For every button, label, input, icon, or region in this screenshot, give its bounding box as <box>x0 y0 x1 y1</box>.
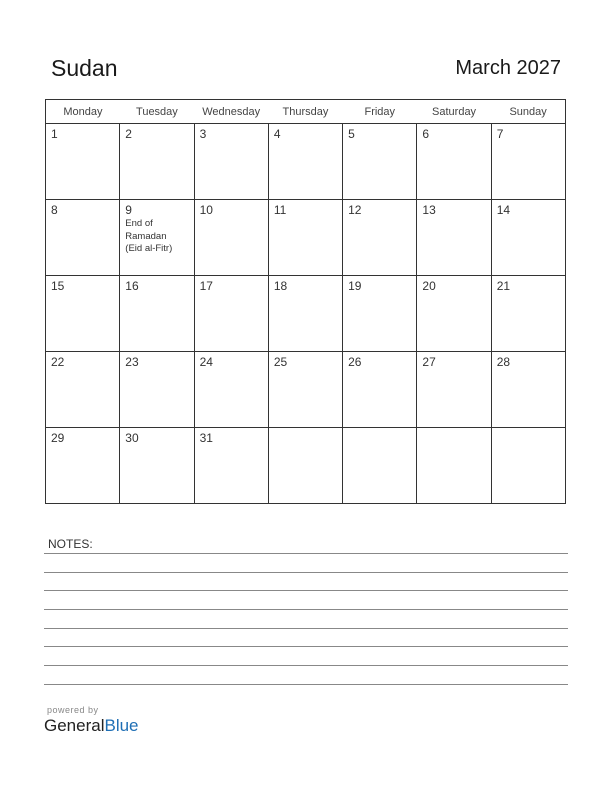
weekday-header: Sunday <box>491 100 565 124</box>
weekday-header: Saturday <box>417 100 491 124</box>
month-year-title: March 2027 <box>455 57 561 79</box>
day-number: 19 <box>348 279 362 293</box>
day-cell[interactable] <box>194 428 268 504</box>
day-number: 8 <box>51 203 58 217</box>
day-number: 10 <box>199 203 213 217</box>
day-cell[interactable] <box>194 124 268 200</box>
day-cell[interactable] <box>120 200 194 276</box>
day-cell[interactable] <box>417 276 491 352</box>
note-line <box>44 572 568 573</box>
day-number: 22 <box>51 355 65 369</box>
day-number: 11 <box>273 203 287 217</box>
day-number: 15 <box>51 279 65 293</box>
day-cell[interactable] <box>417 200 491 276</box>
day-number: 28 <box>496 355 511 369</box>
note-line <box>44 609 568 610</box>
day-cell[interactable] <box>268 276 342 352</box>
day-cell[interactable] <box>343 200 417 276</box>
brand-blue: Blue <box>104 716 139 735</box>
week-row <box>46 124 566 200</box>
day-number: 30 <box>125 431 139 445</box>
note-line <box>44 665 568 666</box>
weekday-header: Tuesday <box>120 100 194 124</box>
week-row <box>46 428 566 504</box>
day-number: 14 <box>496 203 511 217</box>
week-row <box>46 276 566 352</box>
day-number: 4 <box>273 127 281 141</box>
note-line <box>44 553 568 554</box>
day-cell[interactable] <box>120 428 194 504</box>
day-number: 2 <box>125 127 132 141</box>
day-number: 26 <box>348 355 362 369</box>
day-cell[interactable] <box>268 200 342 276</box>
holiday-event-line: Ramadan <box>125 230 167 242</box>
brand-logo[interactable] <box>44 716 139 736</box>
note-line <box>44 646 568 647</box>
day-cell[interactable] <box>343 276 417 352</box>
day-cell[interactable] <box>46 352 120 428</box>
weekday-header: Thursday <box>268 100 342 124</box>
note-line <box>44 590 568 591</box>
note-line <box>44 628 568 629</box>
day-cell[interactable] <box>417 352 491 428</box>
day-cell[interactable] <box>268 124 342 200</box>
week-row <box>46 200 566 276</box>
weekday-header-row <box>46 100 566 124</box>
day-cell[interactable] <box>491 352 565 428</box>
weekday-header: Friday <box>343 100 417 124</box>
day-number: 25 <box>273 355 288 369</box>
day-number: 29 <box>51 431 65 445</box>
day-cell[interactable] <box>46 200 120 276</box>
day-cell[interactable] <box>46 124 120 200</box>
day-cell[interactable] <box>194 200 268 276</box>
powered-by-text: powered by <box>47 705 99 715</box>
day-cell[interactable] <box>194 276 268 352</box>
day-number: 1 <box>51 127 58 141</box>
day-cell[interactable] <box>268 428 342 504</box>
day-cell[interactable] <box>343 352 417 428</box>
day-number: 6 <box>422 127 430 141</box>
day-number: 7 <box>496 127 504 141</box>
day-number: 18 <box>273 279 288 293</box>
day-number: 27 <box>422 355 436 369</box>
day-cell[interactable] <box>120 276 194 352</box>
day-cell[interactable] <box>491 428 565 504</box>
day-cell[interactable] <box>46 428 120 504</box>
day-cell[interactable] <box>491 200 565 276</box>
day-number: 13 <box>422 203 436 217</box>
brand-general: General <box>44 716 105 735</box>
weekday-header: Monday <box>46 100 120 124</box>
weekday-header: Wednesday <box>194 100 268 124</box>
day-cell[interactable] <box>120 124 194 200</box>
day-cell[interactable] <box>491 276 565 352</box>
day-number: 3 <box>199 127 207 141</box>
day-number: 5 <box>348 127 355 141</box>
day-cell[interactable] <box>343 428 417 504</box>
day-cell[interactable] <box>417 428 491 504</box>
day-number: 17 <box>199 279 213 293</box>
day-number: 20 <box>422 279 436 293</box>
day-number: 16 <box>125 279 139 293</box>
day-cell[interactable] <box>268 352 342 428</box>
note-line <box>44 684 568 685</box>
day-cell[interactable] <box>343 124 417 200</box>
day-number: 24 <box>199 355 213 369</box>
holiday-event-line: (Eid al-Fitr) <box>125 243 173 254</box>
day-number: 31 <box>199 431 213 445</box>
country-title: Sudan <box>51 55 118 81</box>
holiday-event-line: End of <box>125 218 153 229</box>
day-cell[interactable] <box>491 124 565 200</box>
day-cell[interactable] <box>120 352 194 428</box>
day-cell[interactable] <box>194 352 268 428</box>
week-row <box>46 352 566 428</box>
day-number: 23 <box>125 355 139 369</box>
day-number: 21 <box>496 279 511 293</box>
day-number: 9 <box>125 203 132 217</box>
day-cell[interactable] <box>417 124 491 200</box>
day-number: 12 <box>348 203 362 217</box>
notes-label: NOTES: <box>48 537 93 551</box>
calendar-grid <box>45 99 566 504</box>
day-cell[interactable] <box>46 276 120 352</box>
